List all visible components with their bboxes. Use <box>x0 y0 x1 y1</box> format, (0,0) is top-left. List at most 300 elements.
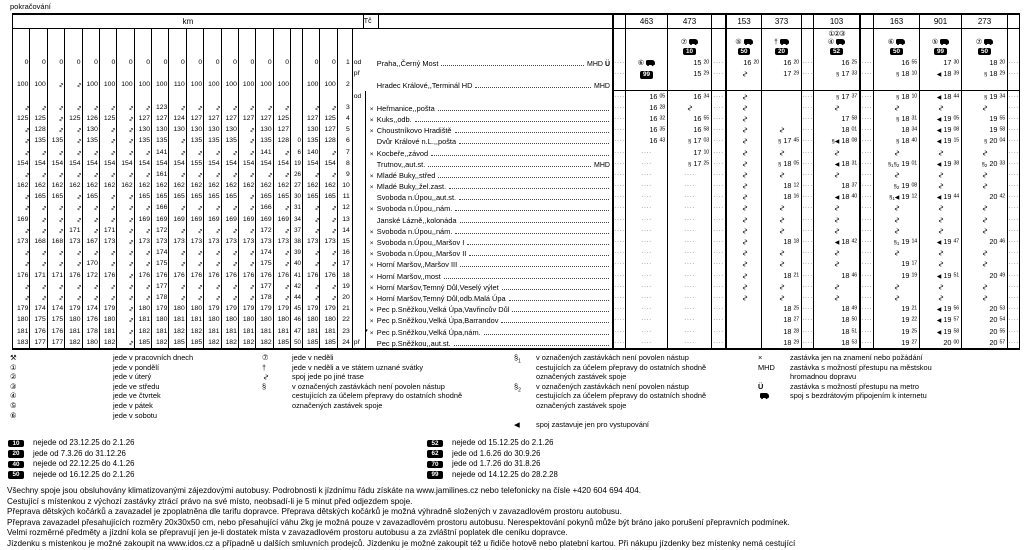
km-cell: 181 <box>256 326 273 337</box>
legend-text: jede ve čtvrtek <box>113 391 161 401</box>
km-cell: 127 <box>135 113 152 124</box>
km-cell: 37 <box>291 225 303 236</box>
continuation-dots-icon: ···· <box>641 148 652 156</box>
time-cell <box>725 180 761 191</box>
continuation-dots-icon: ···· <box>641 327 652 335</box>
other-route-wavy-icon: ∿ <box>980 261 990 268</box>
km-cell: 124 <box>169 113 186 124</box>
continuation-dots-icon: ···· <box>1008 305 1019 313</box>
other-route-wavy-icon: ∿ <box>144 104 152 111</box>
km-cell: 185 <box>187 337 204 348</box>
other-route-wavy-icon: ∿ <box>126 306 134 313</box>
time-cell <box>919 79 961 90</box>
tc-cell: 14 <box>338 225 353 236</box>
odpr-cell: př <box>353 337 368 348</box>
km-cell <box>222 147 239 158</box>
continuation-dots-icon: ···· <box>1008 215 1019 223</box>
request-stop-icon: × <box>369 228 374 236</box>
other-route-wavy-icon: ∿ <box>283 250 291 257</box>
time-cell <box>961 247 1007 258</box>
km-cell <box>239 124 256 135</box>
restriction-mark: § <box>778 161 782 168</box>
service-badge: 62 <box>427 450 443 458</box>
km-cell <box>83 102 100 113</box>
km-column-spacer <box>83 29 100 57</box>
restriction-mark: § <box>984 72 988 79</box>
km-cell <box>100 135 117 146</box>
other-route-wavy-icon: ∿ <box>74 171 82 178</box>
continuation-dots-icon: ···· <box>641 260 652 268</box>
time-cell: 19 $^{19}$ <box>873 270 919 281</box>
km-cell <box>204 292 221 303</box>
time-cell: § 17 $^{03}$ <box>667 135 711 146</box>
legend-stops-column <box>758 353 958 401</box>
time-cell <box>612 281 625 292</box>
time-cell <box>801 180 813 191</box>
badge-line <box>683 47 695 56</box>
other-route-wavy-icon: ∿ <box>230 261 238 268</box>
legend-item <box>10 372 253 382</box>
route-number-header: 473 <box>667 15 711 28</box>
restriction-mark: ◀ <box>936 240 942 246</box>
time-cell <box>1007 292 1019 303</box>
continuation-dots-icon: ···· <box>1008 126 1019 134</box>
continuation-dots-icon: ···· <box>614 238 625 245</box>
station-name: Choustníkovo Hradiště <box>376 126 452 136</box>
km-cell <box>135 102 152 113</box>
time-cell: 16 $^{05}$ <box>625 91 667 102</box>
time-cell <box>1007 91 1019 102</box>
time-cell <box>801 202 813 213</box>
km-cell <box>83 247 100 258</box>
other-route-wavy-icon: ∿ <box>312 104 320 111</box>
other-route-wavy-icon: ∿ <box>739 227 749 235</box>
km-cell: 181 <box>169 314 186 325</box>
km-cell: 162 <box>100 180 117 191</box>
timetable-row <box>13 169 1019 180</box>
km-cell <box>83 281 100 292</box>
km-cell <box>65 247 82 258</box>
odpr-cell: od <box>353 59 362 66</box>
time-cell <box>859 326 873 337</box>
km-cell <box>100 258 117 269</box>
legend-symbol: ④ <box>10 391 17 401</box>
time-cell: 19 $^{55}$ <box>961 113 1007 124</box>
km-cell: 169 <box>274 214 291 225</box>
station-cell <box>368 326 612 337</box>
km-cell <box>222 202 239 213</box>
service-badge: 52 <box>830 48 842 56</box>
time-cell <box>667 303 711 314</box>
dotted-leader <box>502 281 609 290</box>
tc-cell: 17 <box>338 258 353 269</box>
km-cell <box>204 225 221 236</box>
km-cell: 177 <box>48 337 65 348</box>
time-cell <box>919 292 961 303</box>
tc-cell: 3 <box>338 102 353 113</box>
time-cell: ◀ 19 $^{38}$ <box>919 158 961 169</box>
other-route-wavy-icon: ∿ <box>980 182 990 190</box>
time-cell <box>612 191 625 202</box>
continuation-dots-icon: ···· <box>802 59 813 66</box>
km-cell: 185 <box>320 337 337 348</box>
other-route-wavy-icon: ∿ <box>57 127 65 134</box>
time-cell <box>667 270 711 281</box>
km-cell: 39 <box>291 247 303 258</box>
tc-cell: 11 <box>338 191 353 202</box>
other-route-wavy-icon: ∿ <box>936 149 946 156</box>
continuation-dots-icon: ···· <box>861 114 873 122</box>
service-badge: 50 <box>978 48 990 56</box>
km-cell <box>100 102 117 113</box>
other-route-wavy-icon: ∿ <box>739 272 749 279</box>
km-cell: 127 <box>187 113 204 124</box>
bus-icon <box>940 39 949 44</box>
tc-cell: 1 <box>338 57 353 68</box>
other-route-wavy-icon: ∿ <box>74 194 82 201</box>
other-route-wavy-icon: ∿ <box>22 295 30 301</box>
km-cell: 125 <box>274 113 291 124</box>
time-cell <box>612 180 625 191</box>
service-badge: 10 <box>8 440 24 448</box>
continuation-dots-icon: ···· <box>614 327 625 335</box>
station-cell <box>368 270 612 281</box>
km-cell: 174 <box>48 303 65 314</box>
km-cell <box>65 147 82 158</box>
continuation-dots-icon: ···· <box>802 260 813 268</box>
time-cell <box>873 292 919 303</box>
bus-icon <box>646 60 655 65</box>
legend-days-column <box>10 353 253 420</box>
time-cell <box>961 180 1007 191</box>
validity-note <box>427 470 558 481</box>
km-cell <box>303 247 320 258</box>
other-route-wavy-icon: ∿ <box>22 149 30 156</box>
time-cell <box>761 214 801 225</box>
km-cell: 100 <box>83 79 100 90</box>
time-cell <box>1007 124 1019 135</box>
time-cell <box>801 247 813 258</box>
badge-line <box>978 47 990 56</box>
continuation-dots-icon: ···· <box>1008 271 1019 279</box>
km-cell: 100 <box>274 79 291 90</box>
km-cell: 128 <box>274 135 291 146</box>
time-cell <box>813 281 859 292</box>
time-cell <box>612 247 625 258</box>
time-cell <box>1007 236 1019 247</box>
km-cell: 162 <box>303 180 320 191</box>
km-cell <box>100 91 117 102</box>
km-cell <box>187 281 204 292</box>
km-cell <box>204 169 221 180</box>
km-column-spacer <box>256 29 273 57</box>
km-cell: 178 <box>152 292 169 303</box>
continuation-dots-icon: ···· <box>861 249 873 257</box>
km-cell: 176 <box>187 270 204 281</box>
other-route-wavy-icon: ∿ <box>22 127 30 134</box>
footer-line: Jízdenku s místenkou je možné zakoupit na www.idos.cz a případně u dalších smluvních prodejců. Jízdenku je možné zakoupit též u řidiče hotově nebo platební kartou. Při nákupu jízdenky bez místenky nemá cestující <box>7 538 796 548</box>
request-stop-icon: × <box>369 240 374 247</box>
time-cell: § 18 $^{10}$ <box>873 91 919 102</box>
km-cell <box>169 102 186 113</box>
km-cell <box>169 281 186 292</box>
time-cell <box>813 292 859 303</box>
time-cell <box>919 169 961 180</box>
km-cell: 162 <box>48 180 65 191</box>
km-cell <box>187 258 204 269</box>
day-circle-and-bus: † <box>774 38 789 47</box>
km-cell: 171 <box>100 225 117 236</box>
other-route-wavy-icon: ∿ <box>213 295 221 301</box>
other-route-wavy-icon: ∿ <box>739 126 749 134</box>
km-cell <box>30 102 47 113</box>
continuation-dots-icon: ···· <box>713 238 724 245</box>
time-cell: ◀ 19 $^{47}$ <box>919 236 961 247</box>
other-route-wavy-icon: ∿ <box>312 261 320 268</box>
km-cell <box>65 91 82 102</box>
continuation-dots-icon: ···· <box>1008 92 1019 100</box>
continuation-dots-icon: ···· <box>614 193 625 201</box>
other-route-wavy-icon: ∿ <box>892 294 902 302</box>
continuation-dots-icon: ···· <box>802 204 813 212</box>
km-cell: 173 <box>320 236 337 247</box>
time-cell: ◀ 19 $^{51}$ <box>919 270 961 281</box>
time-cell <box>1007 57 1019 68</box>
continuation-dots-icon: ···· <box>713 103 724 111</box>
timetable-row <box>13 270 1019 281</box>
continuation-dots-icon: ···· <box>713 148 724 156</box>
km-cell <box>222 281 239 292</box>
other-route-wavy-icon: ∿ <box>126 149 134 156</box>
time-cell <box>625 57 667 68</box>
restriction-mark: $\S_1\S_2$ <box>887 161 900 168</box>
km-cell <box>274 147 291 158</box>
km-column-spacer <box>222 29 239 57</box>
timetable-row <box>13 292 1019 303</box>
km-cell: 162 <box>274 180 291 191</box>
km-cell: 161 <box>152 169 169 180</box>
legend-item <box>10 382 253 392</box>
legend-symbol: × <box>758 353 763 362</box>
time-cell <box>859 236 873 247</box>
km-cell <box>117 236 134 247</box>
dotted-leader <box>415 113 609 122</box>
other-route-wavy-icon: ∿ <box>144 261 152 268</box>
km-cell: 110 <box>169 79 186 90</box>
km-cell: 175 <box>48 314 65 325</box>
bus-icon <box>836 39 845 44</box>
km-cell <box>152 68 169 79</box>
km-cell <box>320 258 337 269</box>
km-cell: 180 <box>239 314 256 325</box>
km-cell: 181 <box>187 314 204 325</box>
other-route-wavy-icon: ∿ <box>936 261 946 268</box>
time-cell <box>761 124 801 135</box>
odpr-cell <box>353 236 368 247</box>
km-cell <box>48 292 65 303</box>
time-cell: ◀ 18 $^{31}$ <box>813 158 859 169</box>
station-cell <box>368 135 612 146</box>
route-number-header: 273 <box>961 15 1007 28</box>
legend-text: zastávka jen na znamení nebo požádání <box>790 353 923 362</box>
route-number-header: 103 <box>813 15 859 28</box>
km-cell: 173 <box>274 236 291 247</box>
other-route-wavy-icon: ∿ <box>22 283 30 290</box>
station-cell <box>368 337 612 348</box>
time-cell <box>961 281 1007 292</box>
other-route-wavy-icon: ∿ <box>178 171 186 178</box>
station-name: Horní Maršov,Temný Důl,Veselý výlet <box>376 282 499 292</box>
continuation-dots-icon: ···· <box>614 316 625 324</box>
other-route-wavy-icon: ∿ <box>230 104 238 111</box>
time-cell <box>859 147 873 158</box>
continuation-dots-icon: ···· <box>1008 316 1019 324</box>
transfer-marker: MHD <box>594 83 610 91</box>
continuation-dots-icon: ···· <box>802 338 813 346</box>
other-route-wavy-icon: ∿ <box>777 205 787 212</box>
restriction-mark: $\S_1◀$ <box>889 195 900 202</box>
day-circles-icon: ①②③ <box>828 28 845 38</box>
other-route-wavy-icon: ∿ <box>39 261 47 268</box>
time-cell <box>711 303 725 314</box>
other-route-wavy-icon: ∿ <box>57 283 65 290</box>
time-cell <box>667 247 711 258</box>
km-cell <box>13 102 30 113</box>
station-cell <box>368 247 612 258</box>
km-cell: 165 <box>30 191 47 202</box>
station-cell <box>368 102 612 113</box>
other-route-wavy-icon: ∿ <box>126 283 134 290</box>
km-cell: 180 <box>65 314 82 325</box>
continuation-dots-icon: ···· <box>861 126 873 134</box>
continuation-dots-icon: ···· <box>802 193 813 201</box>
km-cell: 165 <box>83 191 100 202</box>
time-cell <box>859 79 873 90</box>
restriction-mark: ◀ <box>834 161 840 168</box>
transfer-marker: MHD <box>594 161 610 169</box>
km-cell: 171 <box>65 225 82 236</box>
km-cell <box>291 79 303 90</box>
service-badge: 99 <box>640 71 652 79</box>
other-route-wavy-icon: ∿ <box>230 149 238 156</box>
time-cell: ◀ 19 $^{44}$ <box>919 191 961 202</box>
continuation-dots-icon: ···· <box>641 193 652 201</box>
other-route-wavy-icon: ∿ <box>892 205 902 212</box>
other-route-wavy-icon: ∿ <box>57 250 65 257</box>
station-cell <box>368 147 612 158</box>
time-cell <box>801 135 813 146</box>
km-cell <box>65 281 82 292</box>
km-cell <box>169 135 186 146</box>
km-cell: 182 <box>169 326 186 337</box>
other-route-wavy-icon: ∿ <box>283 295 291 301</box>
legend-paragraph-column <box>514 353 708 429</box>
time-cell <box>801 169 813 180</box>
time-cell: § 17 $^{25}$ <box>667 158 711 169</box>
continuation-dots-icon: ···· <box>1008 170 1019 178</box>
time-cell <box>801 270 813 281</box>
km-cell: 154 <box>274 158 291 169</box>
continuation-dots-icon: ···· <box>713 193 724 201</box>
km-cell: 127 <box>222 113 239 124</box>
restriction-mark: ◀ <box>936 195 942 202</box>
time-cell <box>612 337 625 348</box>
km-cell <box>291 102 303 113</box>
time-cell <box>725 79 761 90</box>
km-cell: 100 <box>117 79 134 90</box>
request-stop-icon: × <box>369 251 374 259</box>
time-cell <box>667 314 711 325</box>
time-cell <box>859 135 873 146</box>
km-cell <box>83 202 100 213</box>
other-route-wavy-icon: ∿ <box>329 227 337 234</box>
tc-cell: 7 <box>338 147 353 158</box>
time-cell: § 18 $^{05}$ <box>761 158 801 169</box>
time-cell <box>1007 147 1019 158</box>
km-cell: 182 <box>239 337 256 348</box>
continuation-dots-icon: ···· <box>641 271 652 279</box>
km-cell: 154 <box>100 158 117 169</box>
time-cell <box>612 91 625 102</box>
time-cell <box>1007 258 1019 269</box>
continuation-dots-icon: ···· <box>802 159 813 167</box>
km-cell: 100 <box>100 79 117 90</box>
station-name: Svoboda n.Úpou,,nám. <box>376 204 453 214</box>
time-cell <box>625 247 667 258</box>
column-symbols-cell <box>873 29 919 57</box>
dotted-leader <box>512 303 609 312</box>
km-cell <box>30 202 47 213</box>
legend-symbol: ⑥ <box>10 410 17 420</box>
odpr-cell <box>353 225 368 236</box>
column-symbols-cell <box>919 29 961 57</box>
km-cell: 100 <box>256 79 273 90</box>
other-route-wavy-icon: ∿ <box>196 104 204 111</box>
validity-notes-right <box>427 438 558 480</box>
restriction-mark: § <box>688 161 692 168</box>
km-cell <box>274 281 291 292</box>
other-route-wavy-icon: ∿ <box>312 171 320 178</box>
time-cell <box>625 281 667 292</box>
other-route-wavy-icon: ∿ <box>739 238 749 246</box>
continuation-dots-icon: ···· <box>684 249 695 257</box>
continuation-dots-icon: ···· <box>684 204 695 212</box>
time-cell <box>711 124 725 135</box>
continuation-dots-icon: ···· <box>684 193 695 201</box>
legend-text: jede v sobotu <box>113 410 157 420</box>
continuation-dots-icon: ···· <box>861 70 873 78</box>
other-route-wavy-icon: ∿ <box>57 295 65 301</box>
km-cell <box>30 91 47 102</box>
time-cell: § 18 $^{10}$ <box>873 68 919 79</box>
time-cell <box>813 214 859 225</box>
other-route-wavy-icon: ∿ <box>144 295 152 301</box>
tc-cell: 5 <box>338 124 353 135</box>
km-cell: 0 <box>291 135 303 146</box>
time-cell <box>725 214 761 225</box>
time-cell <box>801 337 813 348</box>
continuation-dots-icon: ···· <box>861 293 873 301</box>
restriction-mark: $\S_2$ <box>981 161 988 168</box>
transfer-marker: MHD Ü <box>587 61 610 68</box>
route-arrow-icon: ▾ <box>365 327 368 334</box>
other-route-wavy-icon: ∿ <box>892 227 902 235</box>
validity-text: nejede od 22.12.25 do 4.1.26 <box>33 459 135 469</box>
km-cell <box>13 91 30 102</box>
time-cell: 18 $^{53}$ <box>813 337 859 348</box>
continuation-dots-icon: ···· <box>1008 249 1019 257</box>
odpr-cell: př <box>353 70 360 78</box>
